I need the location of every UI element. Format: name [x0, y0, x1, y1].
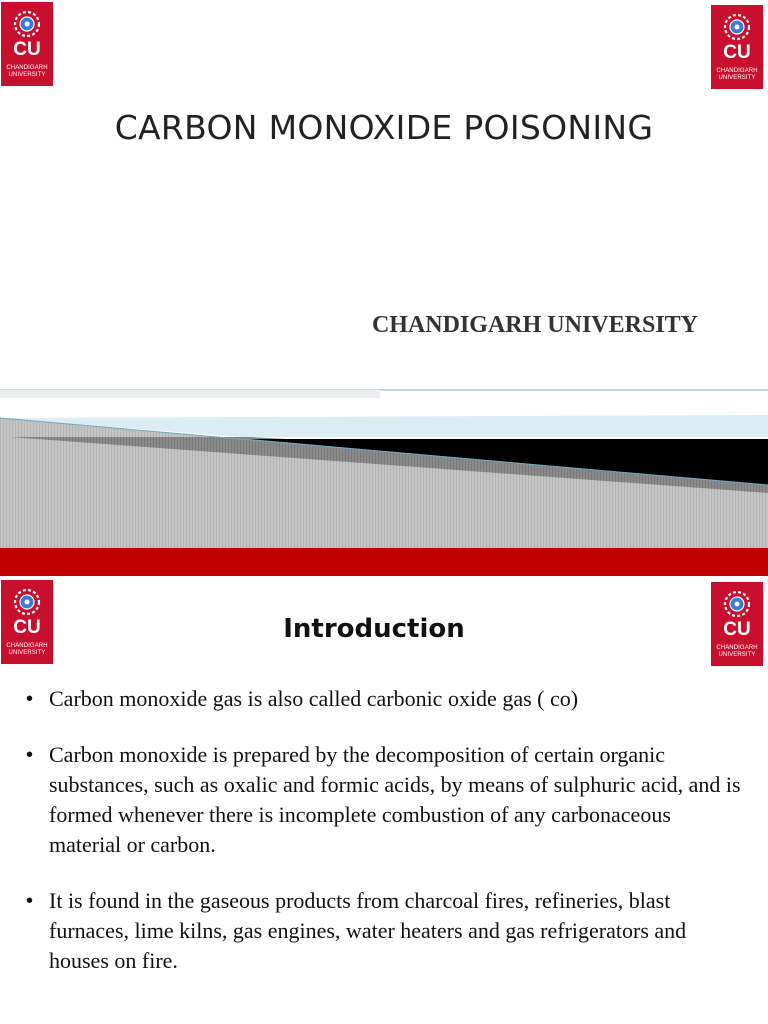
logo-mark: CU: [723, 619, 751, 640]
content-slide: [0, 576, 768, 1024]
logo-name-line1: CHANDIGARH: [6, 643, 48, 649]
slide-title: Introduction: [283, 614, 465, 644]
bullet-list: [26, 684, 746, 1002]
slide-title: CARBON MONOXIDE POISONING: [114, 108, 654, 147]
bullet-icon: •: [26, 688, 34, 710]
logo-name-line2: UNIVERSITY: [8, 650, 46, 656]
logo-mark: CU: [723, 42, 751, 63]
logo-name-line1: CHANDIGARH: [716, 68, 758, 74]
list-item: [26, 740, 746, 860]
cu-emblem-icon: [720, 10, 754, 44]
bullet-icon: •: [26, 744, 34, 766]
logo-name: [711, 68, 763, 82]
logo-name: [1, 65, 53, 79]
logo-name-line2: UNIVERSITY: [8, 72, 46, 78]
logo-name: [1, 643, 53, 657]
bullet-text: Carbon monoxide gas is also called carbonic oxide gas ( co): [49, 686, 579, 711]
logo-name-line1: CHANDIGARH: [6, 65, 48, 71]
list-item: [26, 684, 746, 714]
cu-logo: [711, 5, 763, 89]
logo-name-line1: CHANDIGARH: [716, 645, 758, 651]
bullet-text: Carbon monoxide is prepared by the decomposition of certain organic substances, such as oxalic and formic acids, by means of sulphuric acid, and is formed whenever there is incomplete combustion of any carbonaceous material or carbon.: [49, 742, 741, 857]
logo-name-line2: UNIVERSITY: [718, 75, 756, 81]
cu-logo: [1, 2, 53, 86]
decorative-banner: [0, 385, 768, 576]
slide-subtitle: CHANDIGARH UNIVERSITY: [371, 312, 698, 338]
logo-name-line2: UNIVERSITY: [718, 652, 756, 658]
logo-mark: CU: [13, 617, 41, 638]
bullet-text: It is found in the gaseous products from charcoal fires, refineries, blast furnaces, lime kilns, gas engines, water heaters and gas refrigerators and houses on fire.: [49, 888, 687, 973]
list-item: [26, 886, 746, 976]
cu-emblem-icon: [10, 7, 44, 41]
logo-name: [711, 645, 763, 659]
logo-mark: CU: [13, 39, 41, 60]
bullet-icon: •: [26, 890, 34, 912]
